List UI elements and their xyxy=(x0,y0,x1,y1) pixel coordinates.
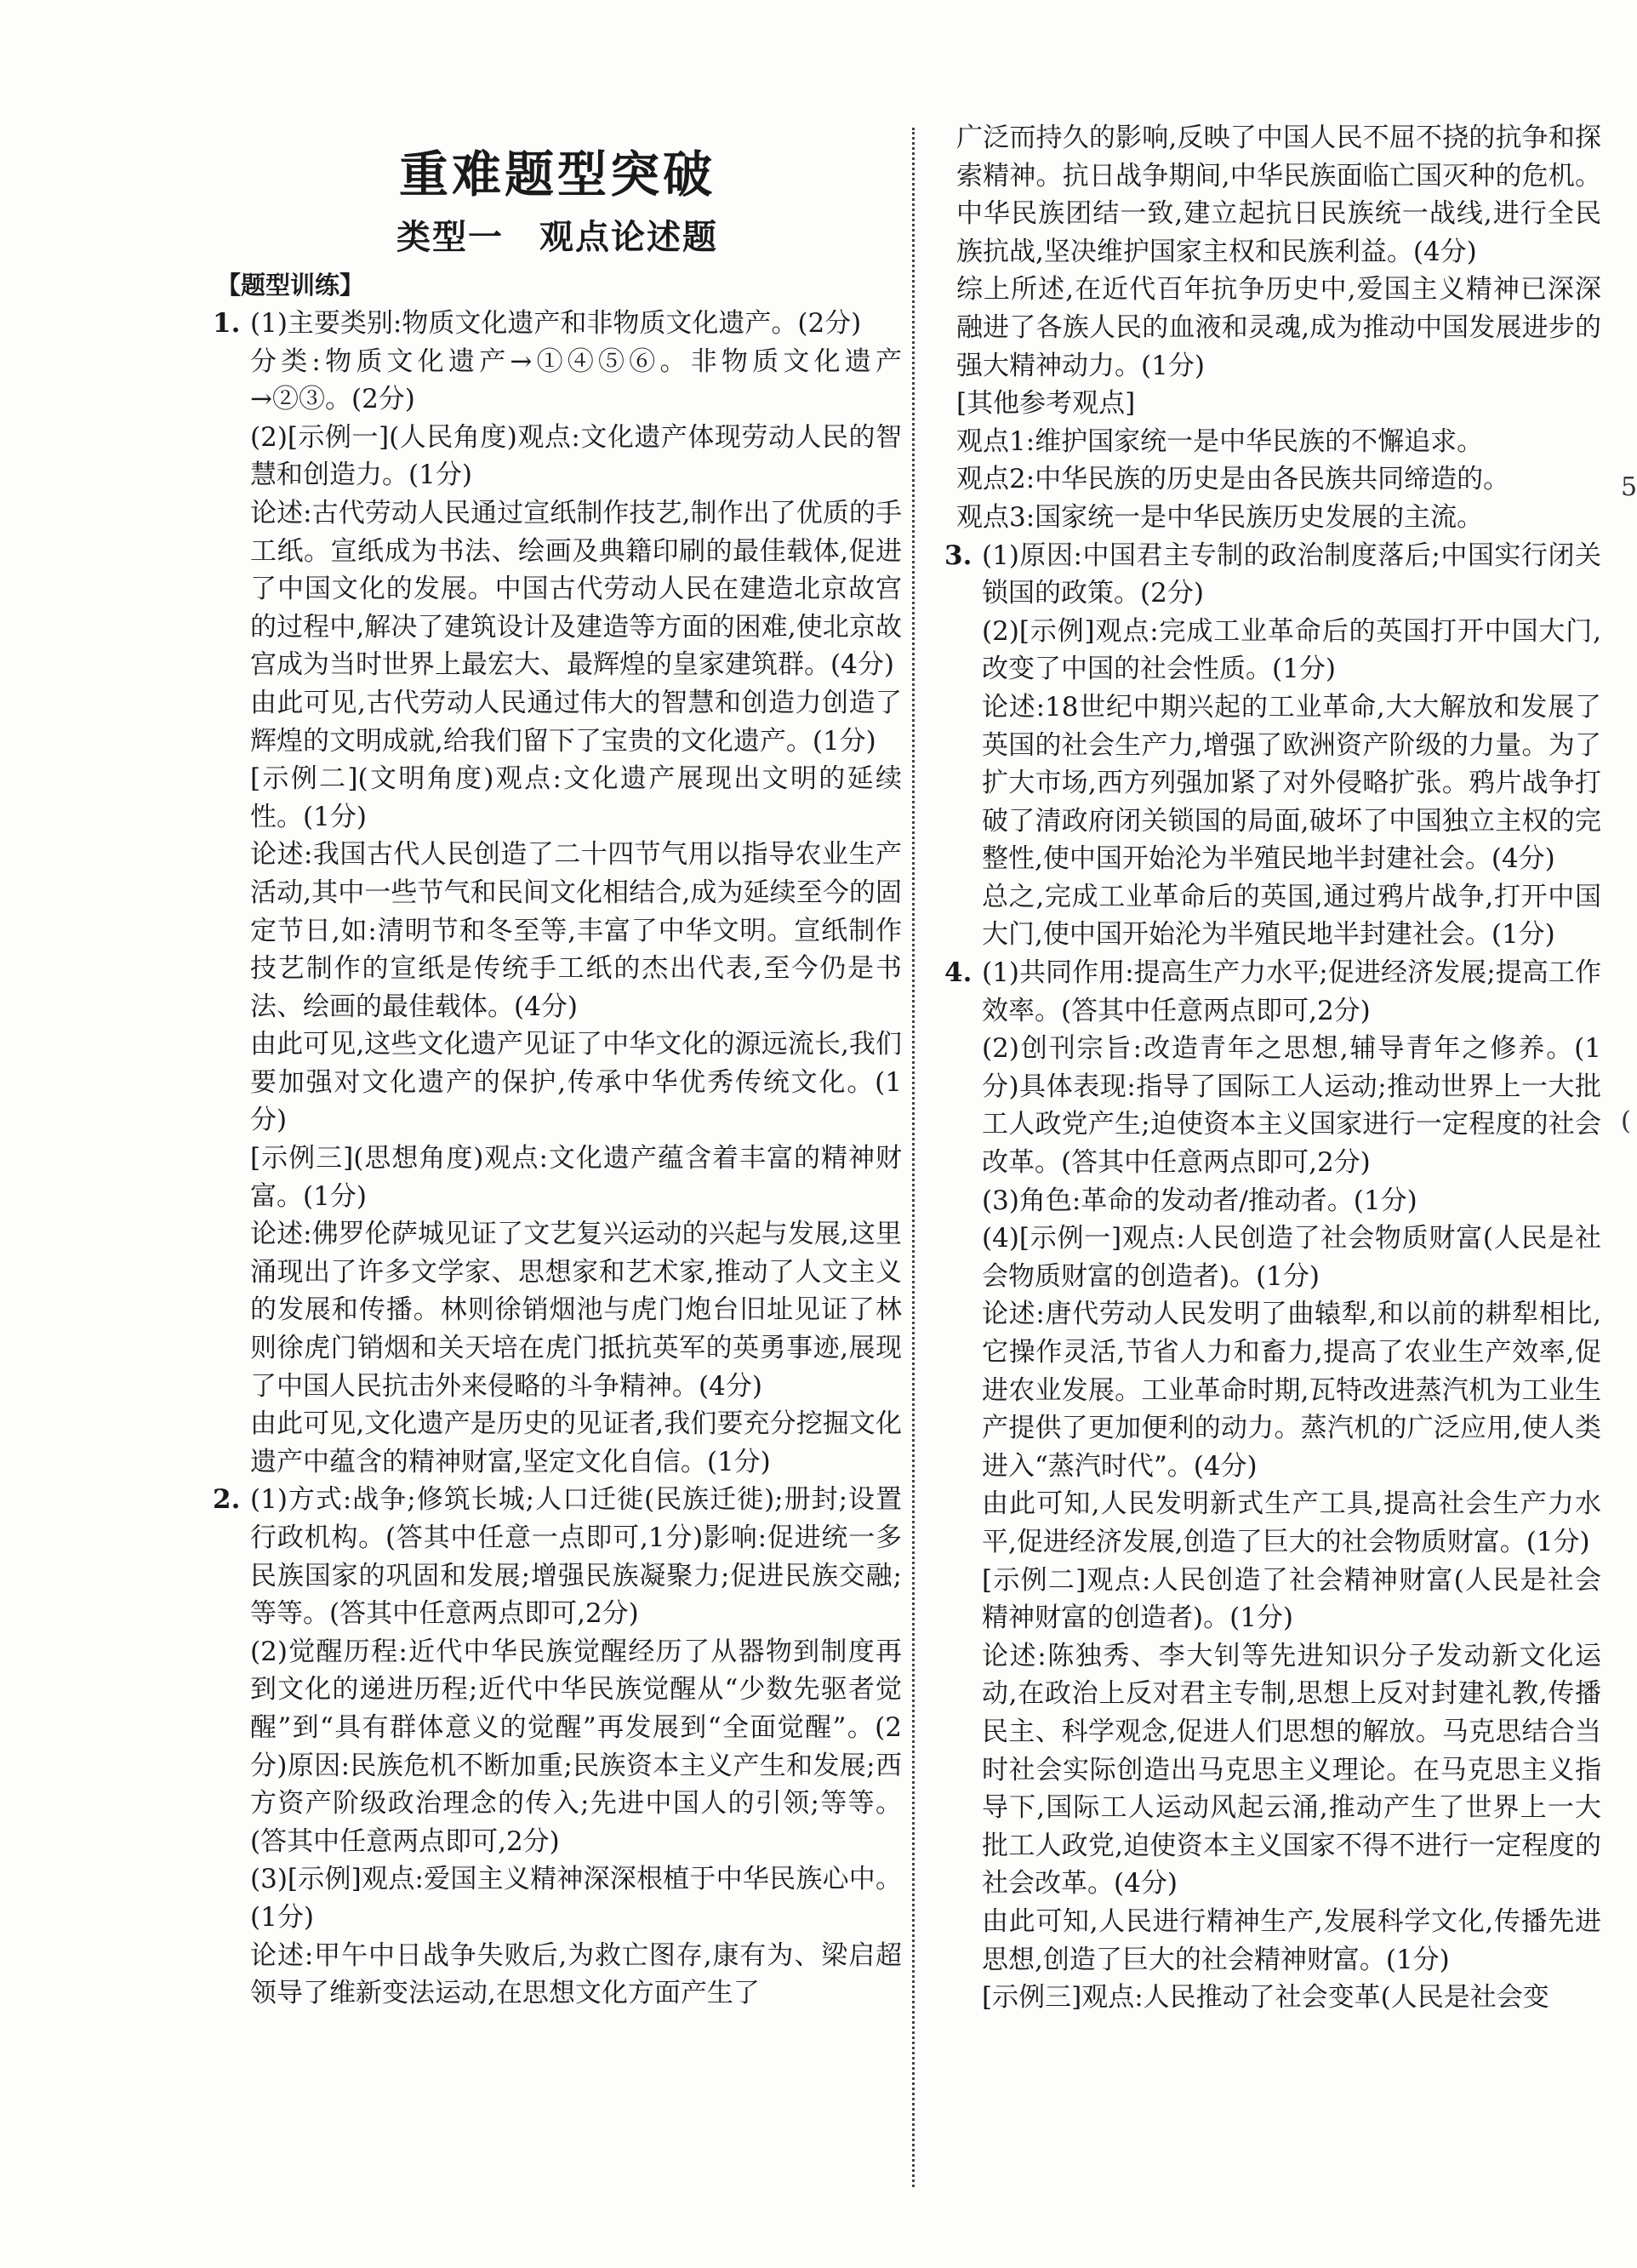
answer-line: 总之,完成工业革命后的英国,通过鸦片战争,打开中国大门,使中国开始沦为半殖民地半封建社会。(1分) xyxy=(982,881,1601,951)
section-subtitle: 类型一 观点论述题 xyxy=(396,217,718,257)
column-divider xyxy=(912,128,915,2187)
answer-line: (2)觉醒历程:近代中华民族觉醒经历了从器物到制度再到文化的递进历程;近代中华民族觉醒从“少数先驱者觉醒”到“具有群体意义的觉醒”再发展到“全面觉醒”。(2分)原因:民族危机不断加重;民族资本主义产生和发展;西方资产阶级政治理念的传入;先进中国人的引领;等等。(答其中任意两点即可,2分) xyxy=(250,1636,902,1857)
answer-line: 由此可见,古代劳动人民通过伟大的智慧和创造力创造了辉煌的文明成就,给我们留下了宝贵的文化遗产。(1分) xyxy=(250,687,902,757)
answer-line: (1)方式:战争;修筑长城;人口迁徙(民族迁徙);册封;设置行政机构。(答其中任意一点即可,1分)影响:促进统一多民族国家的巩固和发展;增强民族凝聚力;促进民族交融;等等。(答其中任意两点即可,2分) xyxy=(250,1484,902,1630)
answer-line: (4)[示例一]观点:人民创造了社会物质财富(人民是社会物质财富的创造者)。(1分) xyxy=(982,1223,1601,1292)
right-column xyxy=(944,119,1601,2017)
question-1 xyxy=(213,305,902,1481)
answer-line: 观点3:国家统一是中华民族历史发展的主流。 xyxy=(956,501,1484,533)
page-title: 重难题型突破 xyxy=(398,146,716,203)
question-number: 3. xyxy=(944,540,973,571)
question-number: 4. xyxy=(944,957,973,989)
answer-line: 分类:物质文化遗产→①④⑤⑥。非物质文化遗产→②③。(2分) xyxy=(250,346,902,415)
question-number: 1. xyxy=(213,308,241,339)
answer-line: (2)[示例]观点:完成工业革命后的英国打开中国大门,改变了中国的社会性质。(1分) xyxy=(982,615,1601,685)
answer-line: 论述:甲午中日战争失败后,为救亡图存,康有为、梁启超领导了维新变法运动,在思想文化方面产生了 xyxy=(250,1940,902,2009)
answer-line: 由此可知,人民进行精神生产,发展科学文化,传播先进思想,创造了巨大的社会精神财富。(1分) xyxy=(982,1905,1601,1975)
margin-mark: 5 xyxy=(1621,472,1637,502)
answer-line: 观点2:中华民族的历史是由各民族共同缔造的。 xyxy=(956,464,1510,495)
answer-line: 论述:陈独秀、李大钊等先进知识分子发动新文化运动,在政治上反对君主专制,思想上反对封建礼教,传播民主、科学观念,促进人们思想的解放。马克思结合当时社会实际创造出马克思主义理论。在马克思主义指导下,国际工人运动风起云涌,推动产生了世界上一大批工人政党,迫使资本主义国家不得不进行一定程度的社会改革。(4分) xyxy=(982,1640,1601,1900)
answer-line: 论述:18世纪中期兴起的工业革命,大大解放和发展了英国的社会生产力,增强了欧洲资产阶级的力量。为了扩大市场,西方列强加紧了对外侵略扩张。鸦片战争打破了清政府闭关锁国的局面,破坏了中国独立主权的完整性,使中国开始沦为半殖民地半封建社会。(4分) xyxy=(982,691,1601,875)
answer-line: (2)创刊宗旨:改造青年之思想,辅导青年之修养。(1分)具体表现:指导了国际工人运动;推动世界上一大批工人政党产生;迫使资本主义国家进行一定程度的社会改革。(答其中任意两点即可,2分) xyxy=(982,1033,1601,1179)
answer-line: (1)共同作用:提高生产力水平;促进经济发展;提高工作效率。(答其中任意两点即可,2分) xyxy=(982,957,1601,1026)
answer-line: 观点1:维护国家统一是中华民族的不懈追求。 xyxy=(956,426,1484,457)
answer-line: (2)[示例一](人民角度)观点:文化遗产体现劳动人民的智慧和创造力。(1分) xyxy=(250,421,902,491)
answer-line: 论述:我国古代人民创造了二十四节气用以指导农业生产活动,其中一些节气和民间文化相结合,成为延续至今的固定节日,如:清明节和冬至等,丰富了中华文明。宣纸制作技艺制作的宣纸是传统手工纸的杰出代表,至今仍是书法、绘画的最佳载体。(4分) xyxy=(250,839,902,1022)
answer-line: [其他参考观点] xyxy=(956,388,1136,420)
question-2 xyxy=(213,1481,902,2012)
question-3 xyxy=(944,537,1601,955)
section-label: 【题型训练】 xyxy=(216,271,365,300)
answer-line: 广泛而持久的影响,反映了中国人民不屈不挠的抗争和探索精神。抗日战争期间,中华民族面临亡国灭种的危机。中华民族团结一致,建立起抗日民族统一战线,进行全民族抗战,坚决维护国家主权和民族利益。(4分) xyxy=(956,123,1601,267)
question-number: 2. xyxy=(213,1484,241,1516)
answer-line: [示例二]观点:人民创造了社会精神财富(人民是社会精神财富的创造者)。(1分) xyxy=(982,1564,1601,1634)
answer-line: 论述:古代劳动人民通过宣纸制作技艺,制作出了优质的手工纸。宣纸成为书法、绘画及典籍印刷的最佳载体,促进了中国文化的发展。中国古代劳动人民在建造北京故宫的过程中,解决了建筑设计及建造等方面的困难,使北京故宫成为当时世界上最宏大、最辉煌的皇家建筑群。(4分) xyxy=(250,497,902,681)
answer-line: (3)[示例]观点:爱国主义精神深深根植于中华民族心中。(1分) xyxy=(250,1864,902,1933)
answer-line: 综上所述,在近代百年抗争历史中,爱国主义精神已深深融进了各族人民的血液和灵魂,成为推动中国发展进步的强大精神动力。(1分) xyxy=(956,274,1601,381)
answer-line: (1)主要类别:物质文化遗产和非物质文化遗产。(2分) xyxy=(250,308,862,339)
answer-line: [示例二](文明角度)观点:文化遗产展现出文明的延续性。(1分) xyxy=(250,763,902,832)
answer-line: [示例三](思想角度)观点:文化遗产蕴含着丰富的精神财富。(1分) xyxy=(250,1143,902,1212)
answer-line: (1)原因:中国君主专制的政治制度落后;中国实行闭关锁国的政策。(2分) xyxy=(982,540,1601,609)
margin-mark: ( xyxy=(1621,1106,1631,1136)
answer-line: [示例三]观点:人民推动了社会变革(人民是社会变 xyxy=(982,1982,1549,2014)
answer-line: 论述:佛罗伦萨城见证了文艺复兴运动的兴起与发展,这里涌现出了许多文学家、思想家和艺术家,推动了人文主义的发展和传播。林则徐销烟池与虎门炮台旧址见证了林则徐虎门销烟和关天培在虎门抵抗英军的英勇事迹,展现了中国人民抗击外来侵略的斗争精神。(4分) xyxy=(250,1219,902,1402)
answer-line: 由此可见,这些文化遗产见证了中华文化的源远流长,我们要加强对文化遗产的保护,传承中华优秀传统文化。(1分) xyxy=(250,1029,902,1136)
answer-line: 由此可知,人民发明新式生产工具,提高社会生产力水平,促进经济发展,创造了巨大的社会物质财富。(1分) xyxy=(982,1488,1601,1557)
answer-line: 论述:唐代劳动人民发明了曲辕犁,和以前的耕犁相比,它操作灵活,节省人力和畜力,提高了农业生产效率,促进农业发展。工业革命时期,瓦特改进蒸汽机为工业生产提供了更加便利的动力。蒸汽机的广泛应用,使人类进入“蒸汽时代”。(4分) xyxy=(982,1299,1601,1482)
answer-line: 由此可见,文化遗产是历史的见证者,我们要充分挖掘文化遗产中蕴含的精神财富,坚定文化自信。(1分) xyxy=(250,1408,902,1477)
left-column xyxy=(213,128,902,2013)
question-4 xyxy=(944,954,1601,2017)
answer-line: (3)角色:革命的发动者/推动者。(1分) xyxy=(982,1185,1417,1216)
